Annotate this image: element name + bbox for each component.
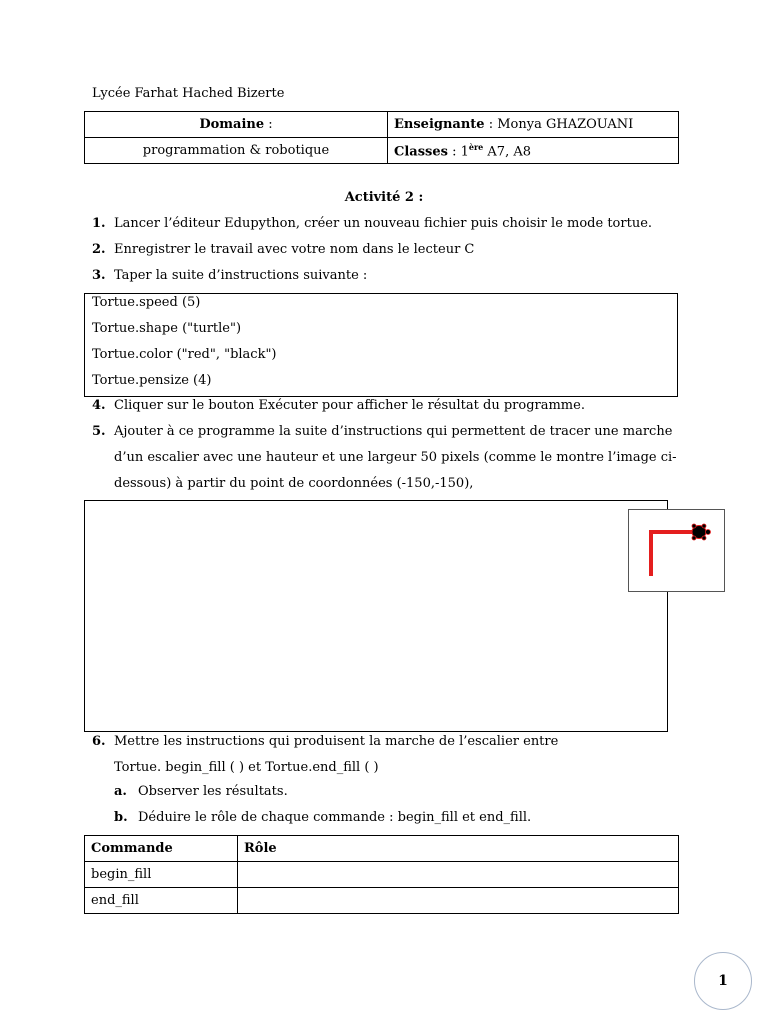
step-6: 6. Mettre les instructions qui produisent la marche de l’escalier entre: [92, 734, 559, 749]
turtle-icon: [688, 524, 711, 540]
domain-value: programmation & robotique: [85, 138, 388, 164]
domain-label: Domaine: [199, 117, 265, 132]
answer-box: [84, 500, 668, 732]
activity-title: Activité 2 :: [344, 190, 424, 205]
classes-cell: Classes : 1ère A7, A8: [388, 138, 679, 164]
table-row: [85, 862, 679, 888]
page-number: 1: [694, 952, 752, 1010]
school-name: Lycée Farhat Hached Bizerte: [92, 86, 285, 101]
step-5: 5. Ajouter à ce programme la suite d’instructions qui permettent de tracer une marche: [92, 424, 673, 439]
table-cell: begin_fill: [85, 862, 238, 888]
roles-table: [84, 835, 679, 914]
table-header: Rôle: [238, 836, 679, 862]
staircase-line: [651, 532, 697, 576]
domain-label-cell: Domaine :: [85, 112, 388, 138]
classes-value: A7, A8: [487, 144, 532, 160]
classes-label: Classes: [394, 144, 448, 160]
table-header: Commande: [85, 836, 238, 862]
step-5-continued: dessous) à partir du point de coordonnées (-150,-150),: [114, 476, 474, 491]
teacher-value: Monya GHAZOUANI: [497, 117, 634, 132]
table-cell-answer: [238, 888, 679, 914]
step-3: 3. Taper la suite d’instructions suivante :: [92, 268, 368, 283]
header-table: [84, 111, 679, 164]
step-4: 4. Cliquer sur le bouton Exécuter pour afficher le résultat du programme.: [92, 398, 585, 413]
substep-b: b. Déduire le rôle de chaque commande : begin_fill et end_fill.: [114, 810, 532, 825]
classes-level: 1: [460, 144, 469, 160]
teacher-label: Enseignante: [394, 117, 485, 132]
table-cell: end_fill: [85, 888, 238, 914]
staircase-drawing: [629, 510, 724, 591]
code-box: [84, 293, 678, 397]
classes-sup: ère: [468, 141, 484, 152]
code-line: Tortue.pensize (4): [92, 373, 212, 388]
table-cell-answer: [238, 862, 679, 888]
code-line: Tortue.color ("red", "black"): [92, 347, 277, 362]
step-5-continued: d’un escalier avec une hauteur et une largeur 50 pixels (comme le montre l’image ci-: [114, 450, 677, 465]
code-line: Tortue.shape ("turtle"): [92, 321, 242, 336]
code-line: Tortue.speed (5): [92, 295, 201, 310]
step-1: 1. Lancer l’éditeur Edupython, créer un nouveau fichier puis choisir le mode tortue.: [92, 216, 653, 231]
substep-a: a. Observer les résultats.: [114, 784, 288, 799]
step-6-continued: Tortue. begin_fill ( ) et Tortue.end_fill ( ): [114, 760, 379, 775]
teacher-cell: Enseignante : Monya GHAZOUANI: [388, 112, 679, 138]
staircase-example-image: [628, 509, 725, 592]
table-row: [85, 888, 679, 914]
step-2: 2. Enregistrer le travail avec votre nom dans le lecteur C: [92, 242, 475, 257]
